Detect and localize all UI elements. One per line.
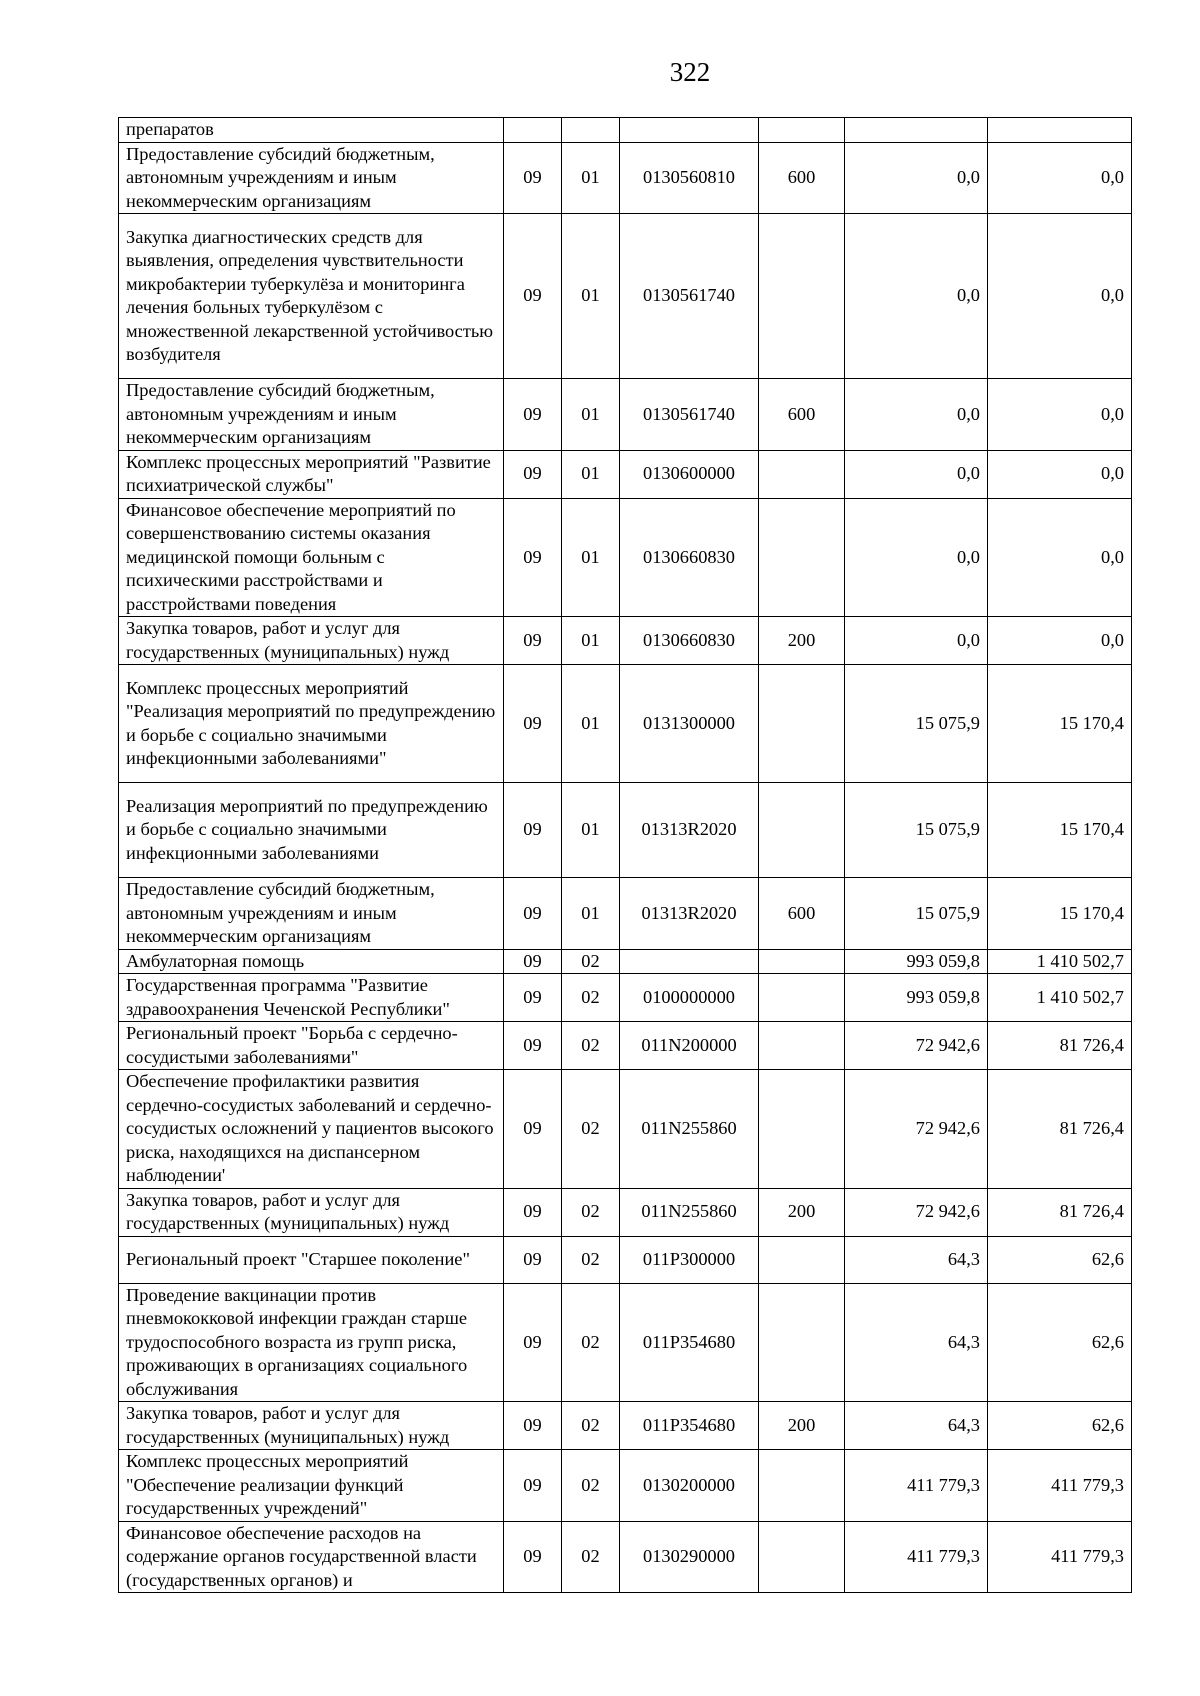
amount-year-1: 72 942,6 xyxy=(845,1022,988,1070)
table-row xyxy=(119,450,1132,498)
section-code xyxy=(504,118,562,143)
table-row xyxy=(119,379,1132,451)
target-article-code: 0131300000 xyxy=(620,665,759,783)
table-row xyxy=(119,1188,1132,1236)
subsection-code: 02 xyxy=(562,1521,620,1593)
table-row xyxy=(119,974,1132,1022)
table-row xyxy=(119,617,1132,665)
amount-year-2: 81 726,4 xyxy=(988,1188,1132,1236)
item-name: Закупка товаров, работ и услуг для государственных (муниципальных) нужд xyxy=(119,1402,504,1450)
subsection-code: 01 xyxy=(562,498,620,617)
expense-type-code xyxy=(759,783,845,878)
amount-year-2: 15 170,4 xyxy=(988,783,1132,878)
subsection-code: 02 xyxy=(562,974,620,1022)
item-name: Финансовое обеспечение мероприятий по совершенствованию системы оказания медицинской помощи больным с психическими расстройствами и расстройствами поведения xyxy=(119,498,504,617)
section-code: 09 xyxy=(504,617,562,665)
expense-type-code xyxy=(759,949,845,974)
subsection-code: 02 xyxy=(562,1188,620,1236)
amount-year-2: 62,6 xyxy=(988,1236,1132,1283)
section-code: 09 xyxy=(504,450,562,498)
expense-type-code xyxy=(759,974,845,1022)
target-article-code: 0130290000 xyxy=(620,1521,759,1593)
section-code: 09 xyxy=(504,1283,562,1402)
section-code: 09 xyxy=(504,1236,562,1283)
table-row xyxy=(119,949,1132,974)
amount-year-2: 0,0 xyxy=(988,214,1132,379)
amount-year-1: 64,3 xyxy=(845,1236,988,1283)
subsection-code: 02 xyxy=(562,1283,620,1402)
expense-type-code: 600 xyxy=(759,142,845,214)
item-name: Региональный проект "Старшее поколение" xyxy=(119,1236,504,1283)
subsection-code: 01 xyxy=(562,379,620,451)
target-article-code: 0130560810 xyxy=(620,142,759,214)
subsection-code: 01 xyxy=(562,665,620,783)
amount-year-2: 81 726,4 xyxy=(988,1070,1132,1189)
item-name: Комплекс процессных мероприятий "Обеспечение реализации функций государственных учреждений" xyxy=(119,1450,504,1522)
target-article-code: 011P354680 xyxy=(620,1283,759,1402)
expense-type-code: 200 xyxy=(759,1402,845,1450)
target-article-code: 011N200000 xyxy=(620,1022,759,1070)
amount-year-1: 72 942,6 xyxy=(845,1188,988,1236)
target-article-code: 0100000000 xyxy=(620,974,759,1022)
amount-year-1: 64,3 xyxy=(845,1283,988,1402)
expense-type-code: 200 xyxy=(759,1188,845,1236)
amount-year-1: 15 075,9 xyxy=(845,878,988,950)
expense-type-code xyxy=(759,118,845,143)
amount-year-1: 15 075,9 xyxy=(845,783,988,878)
section-code: 09 xyxy=(504,214,562,379)
table-row xyxy=(119,665,1132,783)
target-article-code: 011N255860 xyxy=(620,1070,759,1189)
expense-type-code xyxy=(759,1283,845,1402)
expense-type-code xyxy=(759,1070,845,1189)
item-name: Закупка товаров, работ и услуг для государственных (муниципальных) нужд xyxy=(119,1188,504,1236)
item-name: Финансовое обеспечение расходов на содержание органов государственной власти (государственных органов) и xyxy=(119,1521,504,1593)
expense-type-code: 600 xyxy=(759,878,845,950)
target-article-code: 0130561740 xyxy=(620,214,759,379)
expense-type-code xyxy=(759,665,845,783)
amount-year-1: 72 942,6 xyxy=(845,1070,988,1189)
amount-year-2: 0,0 xyxy=(988,617,1132,665)
table-row xyxy=(119,1070,1132,1189)
amount-year-1: 15 075,9 xyxy=(845,665,988,783)
section-code: 09 xyxy=(504,1070,562,1189)
amount-year-2: 0,0 xyxy=(988,379,1132,451)
amount-year-2: 62,6 xyxy=(988,1283,1132,1402)
target-article-code: 0130200000 xyxy=(620,1450,759,1522)
amount-year-2: 15 170,4 xyxy=(988,878,1132,950)
subsection-code: 02 xyxy=(562,1450,620,1522)
subsection-code: 02 xyxy=(562,949,620,974)
target-article-code xyxy=(620,949,759,974)
subsection-code: 02 xyxy=(562,1236,620,1283)
section-code: 09 xyxy=(504,142,562,214)
budget-table xyxy=(118,117,1132,1593)
subsection-code: 02 xyxy=(562,1070,620,1189)
amount-year-1: 0,0 xyxy=(845,142,988,214)
table-row xyxy=(119,1450,1132,1522)
expense-type-code xyxy=(759,1022,845,1070)
section-code: 09 xyxy=(504,665,562,783)
section-code: 09 xyxy=(504,379,562,451)
table-row xyxy=(119,783,1132,878)
table-row xyxy=(119,1402,1132,1450)
target-article-code: 0130561740 xyxy=(620,379,759,451)
subsection-code xyxy=(562,118,620,143)
expense-type-code xyxy=(759,450,845,498)
section-code: 09 xyxy=(504,1450,562,1522)
amount-year-1 xyxy=(845,118,988,143)
section-code: 09 xyxy=(504,974,562,1022)
target-article-code: 0130660830 xyxy=(620,617,759,665)
amount-year-2: 0,0 xyxy=(988,450,1132,498)
section-code: 09 xyxy=(504,1188,562,1236)
subsection-code: 01 xyxy=(562,617,620,665)
amount-year-1: 0,0 xyxy=(845,498,988,617)
subsection-code: 01 xyxy=(562,878,620,950)
subsection-code: 01 xyxy=(562,214,620,379)
item-name: Реализация мероприятий по предупреждению и борьбе с социально значимыми инфекционными заболеваниями xyxy=(119,783,504,878)
amount-year-2: 1 410 502,7 xyxy=(988,974,1132,1022)
target-article-code: 01313R2020 xyxy=(620,783,759,878)
target-article-code: 01313R2020 xyxy=(620,878,759,950)
table-row xyxy=(119,498,1132,617)
section-code: 09 xyxy=(504,1402,562,1450)
expense-type-code: 600 xyxy=(759,379,845,451)
target-article-code xyxy=(620,118,759,143)
amount-year-2: 1 410 502,7 xyxy=(988,949,1132,974)
subsection-code: 02 xyxy=(562,1022,620,1070)
target-article-code: 011P300000 xyxy=(620,1236,759,1283)
amount-year-1: 411 779,3 xyxy=(845,1450,988,1522)
item-name: Амбулаторная помощь xyxy=(119,949,504,974)
subsection-code: 01 xyxy=(562,450,620,498)
subsection-code: 01 xyxy=(562,783,620,878)
item-name: Региональный проект "Борьба с сердечно-сосудистыми заболеваниями" xyxy=(119,1022,504,1070)
item-name: Закупка диагностических средств для выявления, определения чувствительности микробактерии туберкулёза и мониторинга лечения больных туберкулёзом с множественной лекарственной устойчивостью возбудителя xyxy=(119,214,504,379)
amount-year-1: 0,0 xyxy=(845,214,988,379)
page-number: 322 xyxy=(669,57,711,87)
item-name: Проведение вакцинации против пневмококковой инфекции граждан старше трудоспособного возраста из групп риска, проживающих в организациях социального обслуживания xyxy=(119,1283,504,1402)
table-row xyxy=(119,118,1132,143)
target-article-code: 0130660830 xyxy=(620,498,759,617)
section-code: 09 xyxy=(504,783,562,878)
item-name: препаратов xyxy=(119,118,504,143)
table-row xyxy=(119,1022,1132,1070)
item-name: Государственная программа "Развитие здравоохранения Чеченской Республики" xyxy=(119,974,504,1022)
amount-year-2: 0,0 xyxy=(988,498,1132,617)
expense-type-code xyxy=(759,1521,845,1593)
amount-year-1: 993 059,8 xyxy=(845,949,988,974)
item-name: Закупка товаров, работ и услуг для государственных (муниципальных) нужд xyxy=(119,617,504,665)
item-name: Предоставление субсидий бюджетным, автономным учреждениям и иным некоммерческим организациям xyxy=(119,379,504,451)
amount-year-2: 411 779,3 xyxy=(988,1450,1132,1522)
table-row xyxy=(119,1236,1132,1283)
amount-year-2: 0,0 xyxy=(988,142,1132,214)
expense-type-code xyxy=(759,1450,845,1522)
amount-year-1: 411 779,3 xyxy=(845,1521,988,1593)
item-name: Комплекс процессных мероприятий "Развитие психиатрической службы" xyxy=(119,450,504,498)
expense-type-code xyxy=(759,1236,845,1283)
amount-year-1: 993 059,8 xyxy=(845,974,988,1022)
amount-year-1: 0,0 xyxy=(845,450,988,498)
table-row xyxy=(119,1283,1132,1402)
subsection-code: 01 xyxy=(562,142,620,214)
section-code: 09 xyxy=(504,1022,562,1070)
section-code: 09 xyxy=(504,949,562,974)
amount-year-2 xyxy=(988,118,1132,143)
amount-year-1: 64,3 xyxy=(845,1402,988,1450)
amount-year-1: 0,0 xyxy=(845,617,988,665)
expense-type-code xyxy=(759,214,845,379)
section-code: 09 xyxy=(504,498,562,617)
table-row xyxy=(119,878,1132,950)
table-row xyxy=(119,214,1132,379)
amount-year-2: 62,6 xyxy=(988,1402,1132,1450)
expense-type-code: 200 xyxy=(759,617,845,665)
item-name: Обеспечение профилактики развития сердечно-сосудистых заболеваний и сердечно-сосудистых осложнений у пациентов высокого риска, находящихся на диспансерном наблюдении' xyxy=(119,1070,504,1189)
target-article-code: 0130600000 xyxy=(620,450,759,498)
table-row xyxy=(119,142,1132,214)
budget-table-body xyxy=(119,118,1132,1593)
item-name: Предоставление субсидий бюджетным, автономным учреждениям и иным некоммерческим организациям xyxy=(119,878,504,950)
amount-year-2: 15 170,4 xyxy=(988,665,1132,783)
item-name: Предоставление субсидий бюджетным, автономным учреждениям и иным некоммерческим организациям xyxy=(119,142,504,214)
subsection-code: 02 xyxy=(562,1402,620,1450)
target-article-code: 011N255860 xyxy=(620,1188,759,1236)
amount-year-1: 0,0 xyxy=(845,379,988,451)
table-row xyxy=(119,1521,1132,1593)
section-code: 09 xyxy=(504,1521,562,1593)
expense-type-code xyxy=(759,498,845,617)
item-name: Комплекс процессных мероприятий "Реализация мероприятий по предупреждению и борьбе с социально значимыми инфекционными заболеваниями" xyxy=(119,665,504,783)
amount-year-2: 411 779,3 xyxy=(988,1521,1132,1593)
amount-year-2: 81 726,4 xyxy=(988,1022,1132,1070)
target-article-code: 011P354680 xyxy=(620,1402,759,1450)
section-code: 09 xyxy=(504,878,562,950)
